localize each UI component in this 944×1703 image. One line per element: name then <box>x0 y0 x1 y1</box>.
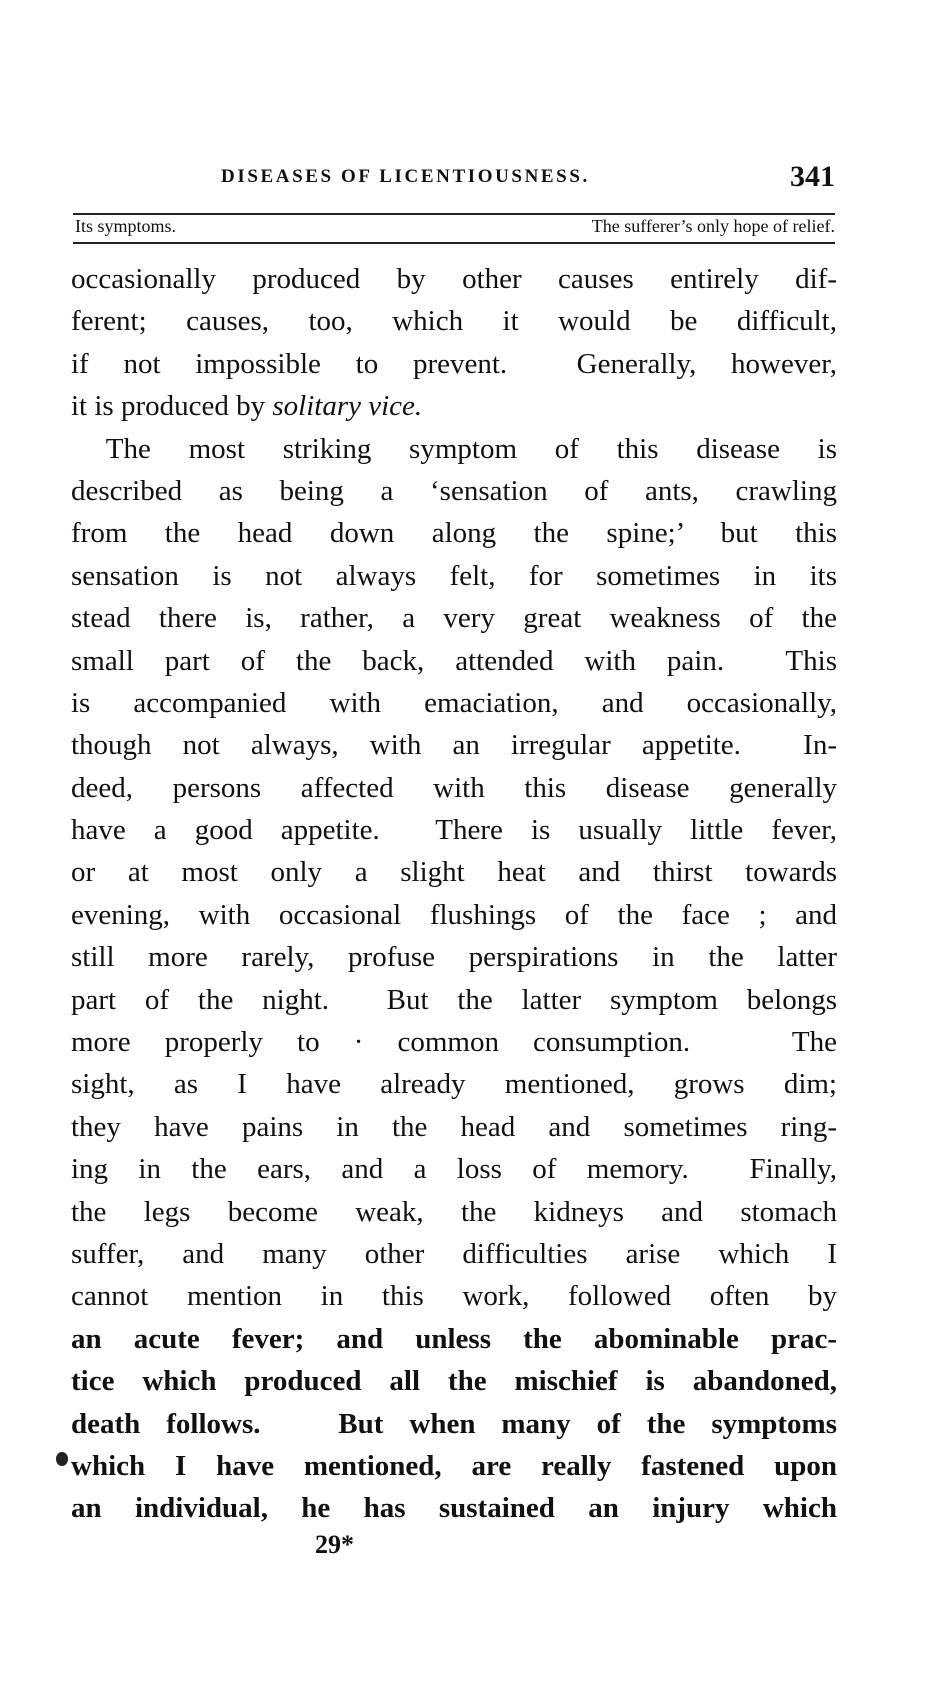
text-line <box>71 936 837 978</box>
text-line <box>71 428 837 470</box>
text-line-content: deed, persons affected with this disease generally <box>71 771 837 804</box>
text-line-content: an acute fever; and unless the abominable prac- <box>71 1322 837 1355</box>
text-line <box>71 300 837 342</box>
header-rule-top <box>73 213 835 215</box>
text-line <box>71 1487 837 1529</box>
text-line-content: if not impossible to prevent. Generally, however, <box>71 347 837 380</box>
text-line-content: stead there is, rather, a very great weakness of the <box>71 602 837 635</box>
text-line <box>71 512 837 554</box>
text-line <box>71 597 837 639</box>
text-line <box>71 640 837 682</box>
text-line <box>71 1360 837 1402</box>
signature-mark: 29* <box>315 1530 354 1559</box>
text-line <box>71 470 837 512</box>
text-line-content: evening, with occasional flushings of the face ; and <box>71 898 837 931</box>
text-line-content: described as being a ‘sensation of ants, crawling <box>71 474 837 507</box>
text-line-content: is accompanied with emaciation, and occasionally, <box>71 686 837 719</box>
text-line <box>71 258 837 300</box>
text-line-content: though not always, with an irregular appetite. In- <box>71 729 837 762</box>
text-line <box>71 1275 837 1317</box>
text-line <box>71 894 837 936</box>
text-line <box>71 1148 837 1190</box>
text-line-content: or at most only a slight heat and thirst towards <box>71 856 837 889</box>
text-line-content: more properly to · common consumption. The <box>71 1026 837 1059</box>
text-line <box>71 1106 837 1148</box>
ink-blot <box>56 1452 68 1466</box>
text-line <box>71 1233 837 1275</box>
text-line-content: sight, as I have already mentioned, grows dim; <box>71 1068 837 1101</box>
text-line <box>71 343 837 385</box>
running-head-left: Its symptoms. <box>75 216 177 236</box>
body-text <box>71 258 837 1530</box>
text-line-content: ing in the ears, and a loss of memory. Finally, <box>71 1153 837 1186</box>
text-line-content: it is produced by <box>71 390 273 423</box>
text-line <box>71 1318 837 1360</box>
header-rule-bottom <box>73 242 835 244</box>
text-line-content: still more rarely, profuse perspirations in the latter <box>71 941 837 974</box>
running-title: DISEASES OF LICENTIOUSNESS. <box>221 166 590 187</box>
text-line-content: sensation is not always felt, for sometimes in its <box>71 559 837 592</box>
running-head-right: The sufferer’s only hope of relief. <box>591 216 835 236</box>
text-line-content: part of the night. But the latter symptom belongs <box>71 983 837 1016</box>
text-line <box>71 809 837 851</box>
text-line-content: The most striking symptom of this disease is <box>105 432 837 465</box>
text-line <box>71 1445 837 1487</box>
text-line-content: have a good appetite. There is usually little fever, <box>71 814 837 847</box>
text-line <box>71 385 837 427</box>
text-line-content: tice which produced all the mischief is abandoned, <box>71 1365 837 1398</box>
text-line-content: ferent; causes, too, which it would be difficult, <box>71 305 837 338</box>
text-line <box>71 767 837 809</box>
text-line-content: death follows. But when many of the symptoms <box>71 1407 837 1440</box>
text-line-content: cannot mention in this work, followed often by <box>71 1280 837 1313</box>
page-number: 341 <box>790 160 835 193</box>
text-line-content: the legs become weak, the kidneys and stomach <box>71 1195 837 1228</box>
text-line-content: from the head down along the spine;’ but this <box>71 517 837 550</box>
italic-phrase: solitary vice. <box>272 390 423 423</box>
text-line <box>71 1403 837 1445</box>
text-line <box>71 555 837 597</box>
text-line-content: occasionally produced by other causes entirely dif- <box>71 263 837 295</box>
text-line-content: small part of the back, attended with pain. This <box>71 644 837 677</box>
running-heads <box>75 216 835 237</box>
text-line <box>71 979 837 1021</box>
text-line <box>71 1021 837 1063</box>
text-line <box>71 724 837 766</box>
text-line <box>71 682 837 724</box>
text-line <box>71 1063 837 1105</box>
text-line-content: suffer, and many other difficulties arise which I <box>71 1237 837 1270</box>
text-line <box>71 851 837 893</box>
text-line-content: an individual, he has sustained an injury which <box>71 1492 837 1525</box>
page-header <box>73 160 835 196</box>
text-line-content: they have pains in the head and sometimes ring- <box>71 1110 837 1143</box>
text-line <box>71 1191 837 1233</box>
text-line-content: which I have mentioned, are really fastened upon <box>71 1449 837 1482</box>
